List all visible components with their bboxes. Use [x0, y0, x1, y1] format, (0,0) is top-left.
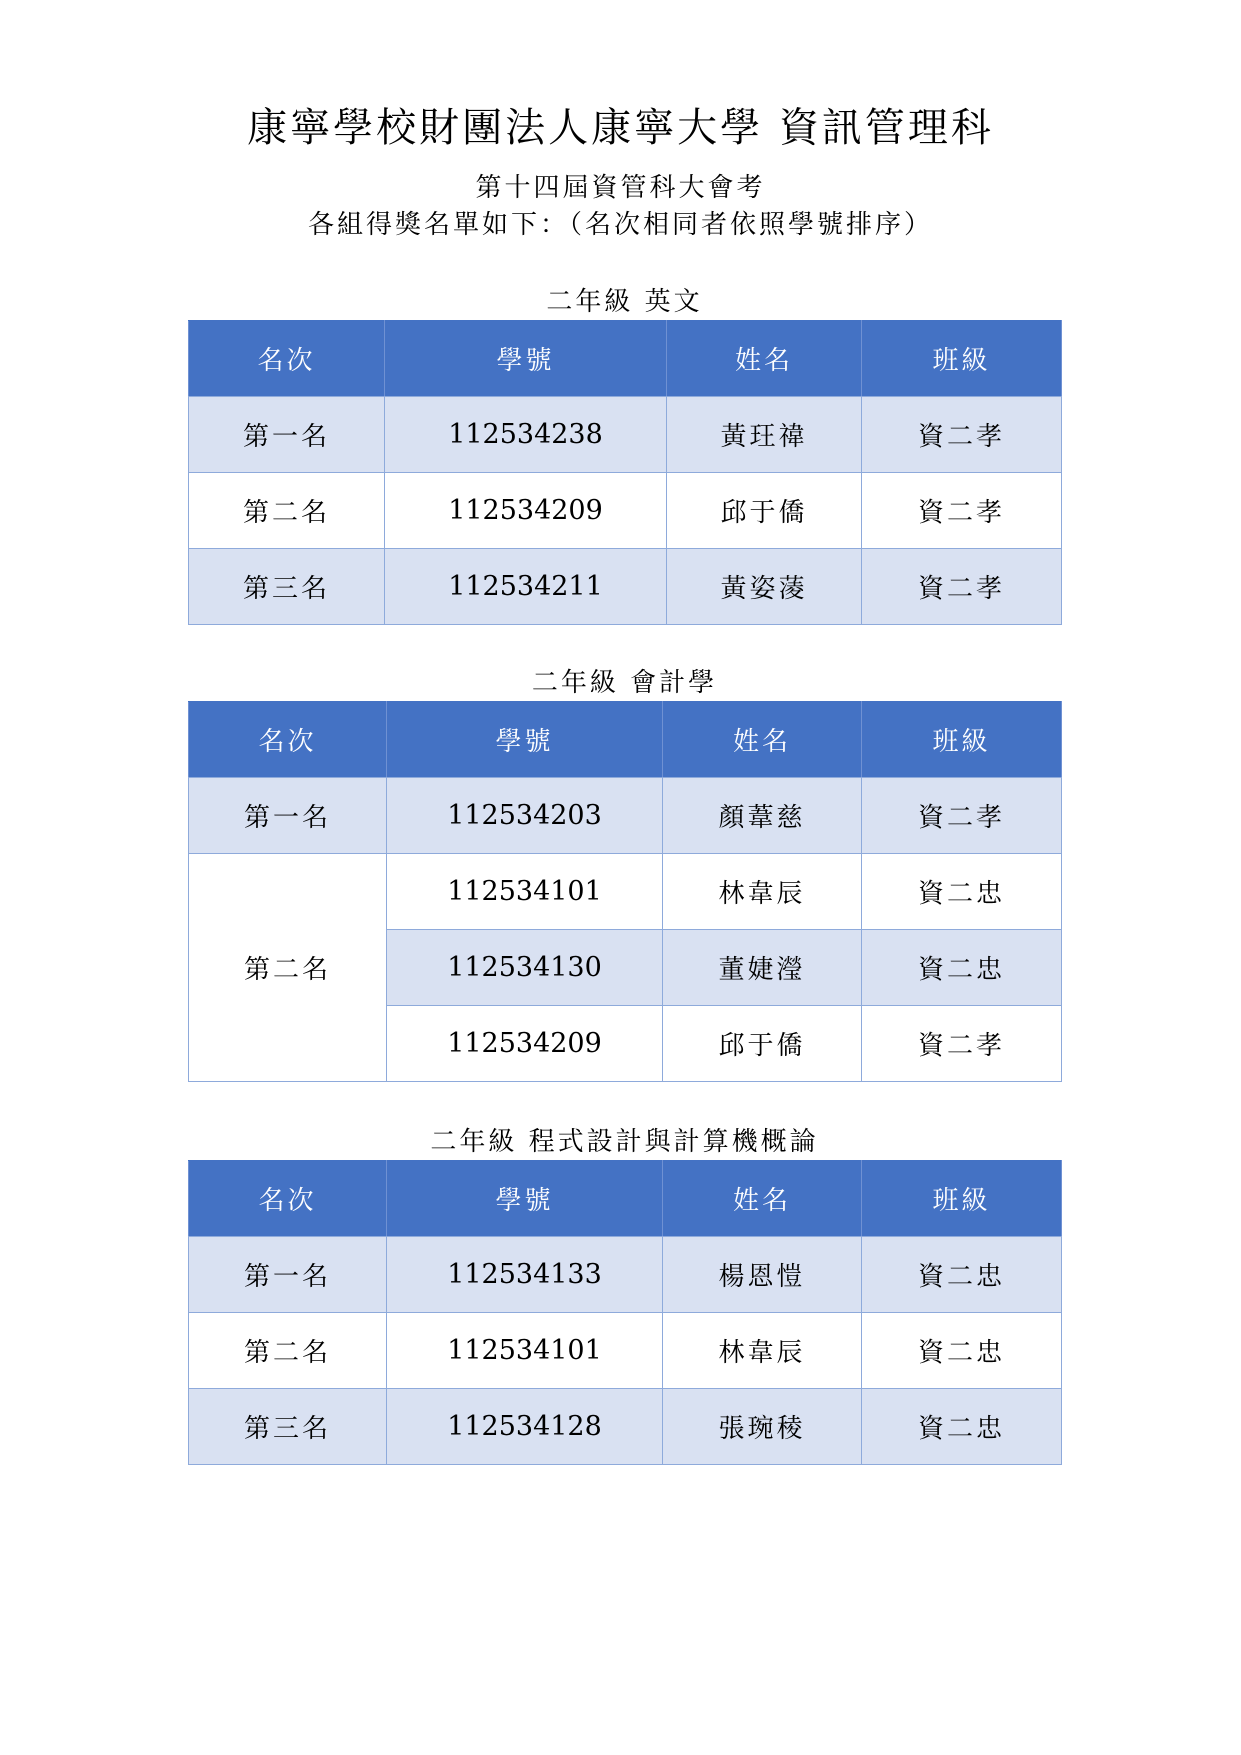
- table-row: [189, 397, 1062, 473]
- column-header-id: 學號: [385, 321, 667, 397]
- column-header-rank: 名次: [189, 702, 387, 778]
- award-note: 各組得獎名單如下：（名次相同者依照學號排序）: [307, 210, 933, 240]
- table-row: [189, 854, 1062, 930]
- student-id-cell: 112534203: [387, 778, 663, 854]
- student-name-cell: 邱于僑: [667, 473, 862, 549]
- column-header-name: 姓名: [663, 1161, 862, 1237]
- class-cell: 資二忠: [862, 930, 1062, 1006]
- column-header-class: 班級: [862, 321, 1062, 397]
- class-cell: 資二孝: [862, 397, 1062, 473]
- student-id-cell: 112534209: [385, 473, 667, 549]
- column-header-id: 學號: [387, 1161, 663, 1237]
- student-name-cell: 黃玨禕: [667, 397, 862, 473]
- rank-cell: 第三名: [189, 549, 385, 625]
- section-title-english: 二年級 英文: [546, 287, 703, 317]
- student-id-cell: 112534128: [387, 1389, 663, 1465]
- student-name-cell: 楊恩愷: [663, 1237, 862, 1313]
- section-title-accounting: 二年級 會計學: [531, 668, 718, 698]
- student-name-cell: 林韋辰: [663, 1313, 862, 1389]
- class-cell: 資二忠: [862, 1237, 1062, 1313]
- table-row: [189, 1237, 1062, 1313]
- english-award-table: [188, 320, 1062, 625]
- student-id-cell: 112534238: [385, 397, 667, 473]
- student-id-cell: 112534211: [385, 549, 667, 625]
- student-id-cell: 112534133: [387, 1237, 663, 1313]
- rank-cell: 第一名: [189, 397, 385, 473]
- table-row: [189, 549, 1062, 625]
- class-cell: 資二孝: [862, 473, 1062, 549]
- student-name-cell: 顏葦慈: [663, 778, 862, 854]
- student-name-cell: 林韋辰: [663, 854, 862, 930]
- table-row: [189, 778, 1062, 854]
- table-header-row: [189, 321, 1062, 397]
- table-header-row: [189, 1161, 1062, 1237]
- column-header-id: 學號: [387, 702, 663, 778]
- rank-cell-merged: 第二名: [189, 854, 387, 1082]
- column-header-name: 姓名: [663, 702, 862, 778]
- table-row: [189, 1389, 1062, 1465]
- student-name-cell: 邱于僑: [663, 1006, 862, 1082]
- column-header-class: 班級: [862, 1161, 1062, 1237]
- table-header-row: [189, 702, 1062, 778]
- student-id-cell: 112534101: [387, 1313, 663, 1389]
- column-header-rank: 名次: [189, 1161, 387, 1237]
- exam-subtitle: 第十四屆資管科大會考: [475, 173, 766, 203]
- class-cell: 資二忠: [862, 1313, 1062, 1389]
- student-name-cell: 董婕瀅: [663, 930, 862, 1006]
- rank-cell: 第二名: [189, 473, 385, 549]
- student-id-cell: 112534209: [387, 1006, 663, 1082]
- student-id-cell: 112534130: [387, 930, 663, 1006]
- class-cell: 資二孝: [862, 778, 1062, 854]
- student-name-cell: 張琬稜: [663, 1389, 862, 1465]
- student-id-cell: 112534101: [387, 854, 663, 930]
- section-title-programming: 二年級 程式設計與計算機概論: [430, 1127, 819, 1157]
- class-cell: 資二孝: [862, 549, 1062, 625]
- class-cell: 資二忠: [862, 854, 1062, 930]
- rank-cell: 第一名: [189, 1237, 387, 1313]
- column-header-name: 姓名: [667, 321, 862, 397]
- rank-cell: 第一名: [189, 778, 387, 854]
- rank-cell: 第三名: [189, 1389, 387, 1465]
- table-row: [189, 1313, 1062, 1389]
- column-header-class: 班級: [862, 702, 1062, 778]
- column-header-rank: 名次: [189, 321, 385, 397]
- programming-award-table: [188, 1160, 1062, 1465]
- accounting-award-table: [188, 701, 1062, 1082]
- table-row: [189, 473, 1062, 549]
- class-cell: 資二忠: [862, 1389, 1062, 1465]
- class-cell: 資二孝: [862, 1006, 1062, 1082]
- page-title: 康寧學校財團法人康寧大學 資訊管理科: [247, 105, 994, 151]
- student-name-cell: 黃姿蓤: [667, 549, 862, 625]
- rank-cell: 第二名: [189, 1313, 387, 1389]
